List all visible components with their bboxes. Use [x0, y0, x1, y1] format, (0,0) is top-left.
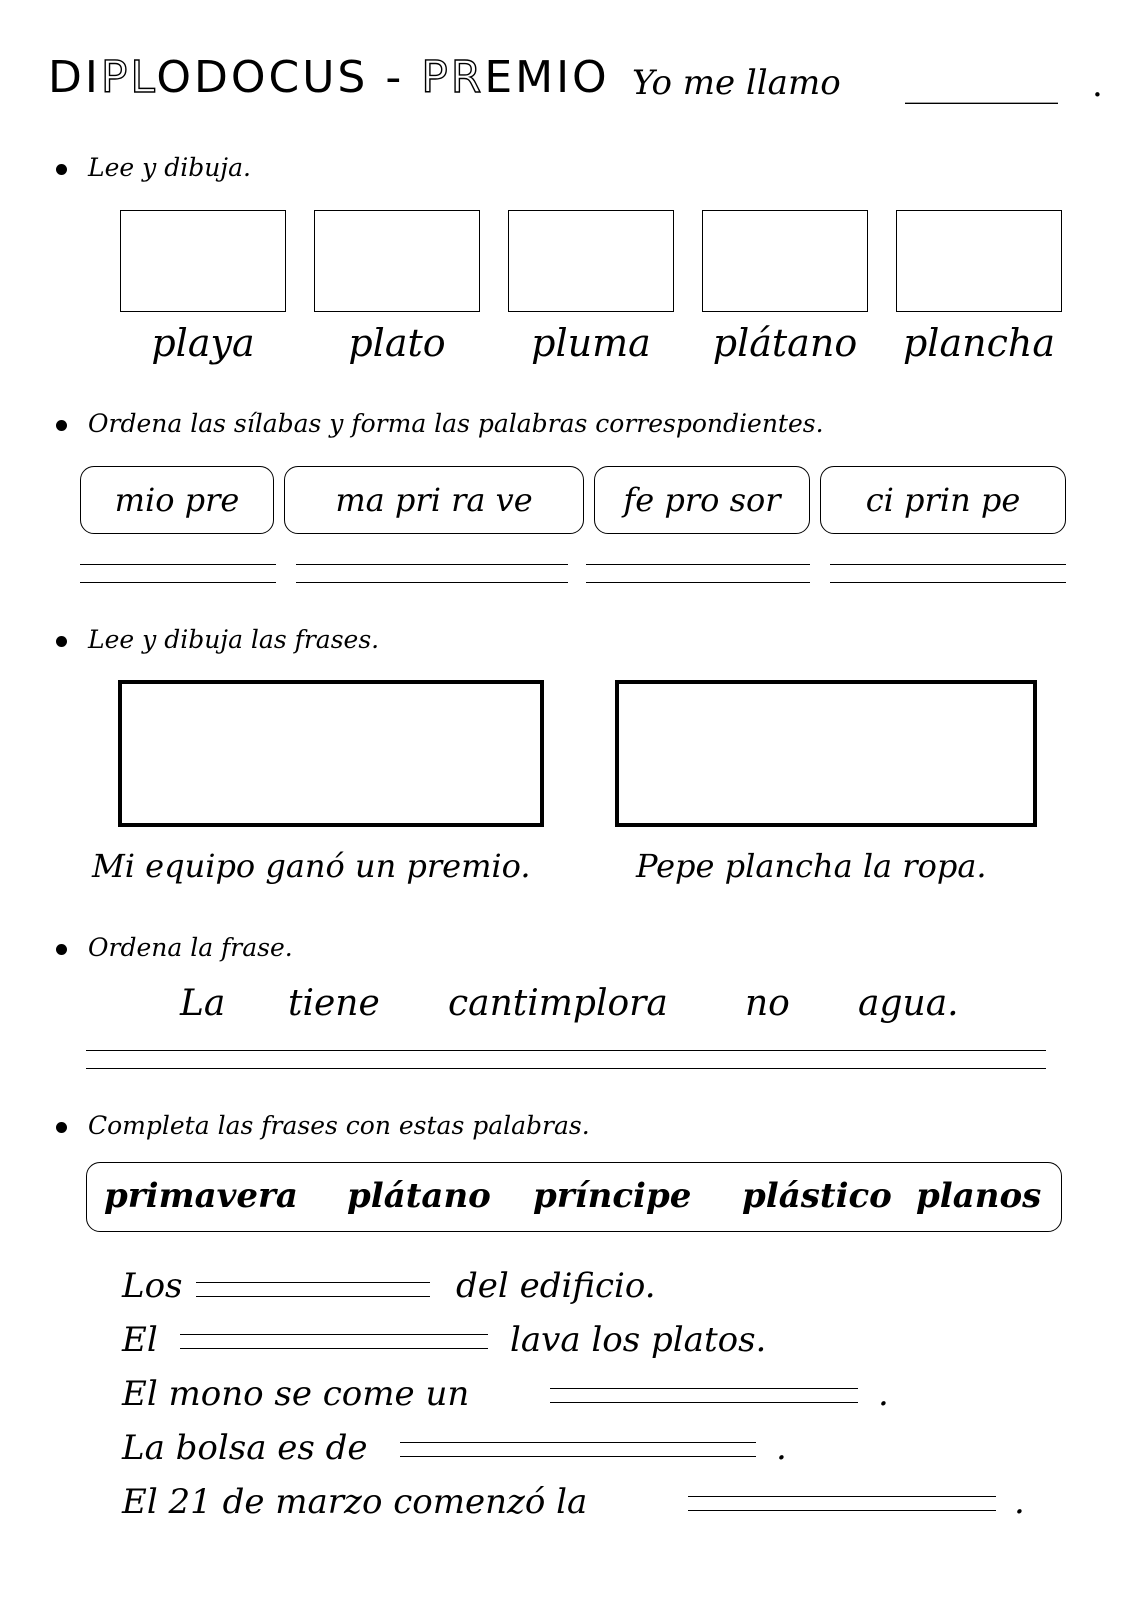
sentence-drawing-box-1[interactable]: [118, 680, 544, 827]
instruction-order-syllables: Ordena las sílabas y forma las palabras correspondientes.: [88, 409, 824, 438]
drawing-box-3[interactable]: [508, 210, 674, 312]
answer-line-2-top[interactable]: [296, 564, 568, 565]
fill-blank-2-top[interactable]: [180, 1334, 488, 1335]
fill-blank-5-top[interactable]: [688, 1496, 996, 1497]
fill-sentence-1-after: del edificio.: [456, 1266, 656, 1306]
scrambled-word-1: La: [180, 983, 226, 1024]
fill-sentence-1-before: Los: [122, 1266, 183, 1306]
ordered-sentence-line-bottom[interactable]: [86, 1068, 1046, 1069]
title-part-pr: PR: [421, 52, 485, 103]
word-label-5: plancha: [902, 321, 1056, 365]
answer-line-1-bottom[interactable]: [80, 582, 276, 583]
name-blank[interactable]: _________: [905, 65, 1058, 105]
fill-sentence-5-before: El 21 de marzo comenzó la: [122, 1482, 588, 1522]
bullet-4: [56, 944, 67, 955]
sentence-drawing-box-2[interactable]: [615, 680, 1037, 827]
name-dot: .: [1092, 65, 1103, 105]
drawing-box-4[interactable]: [702, 210, 868, 312]
fill-blank-4-top[interactable]: [400, 1442, 756, 1443]
scrambled-word-5: agua.: [858, 983, 959, 1024]
fill-sentence-2-before: El: [122, 1320, 158, 1360]
scrambled-word-3: cantimplora: [448, 983, 668, 1024]
syllable-group-2: ma pri ra ve: [284, 466, 584, 534]
title-part-odocus: ODOCUS -: [156, 52, 422, 103]
word-bank-item-2: plátano: [347, 1176, 491, 1216]
fill-sentence-3-after: .: [878, 1374, 889, 1414]
answer-line-4-top[interactable]: [830, 564, 1066, 565]
answer-line-3-top[interactable]: [586, 564, 810, 565]
answer-line-3-bottom[interactable]: [586, 582, 810, 583]
fill-blank-4-bottom[interactable]: [400, 1456, 756, 1457]
instruction-complete-sentences: Completa las frases con estas palabras.: [88, 1111, 590, 1140]
bullet-1: [56, 164, 67, 175]
sentence-1: Mi equipo ganó un premio.: [92, 847, 531, 885]
fill-sentence-2-after: lava los platos.: [510, 1320, 767, 1360]
word-bank-item-3: príncipe: [533, 1176, 692, 1216]
fill-sentence-3-before: El mono se come un: [122, 1374, 470, 1414]
bullet-5: [56, 1122, 67, 1133]
fill-blank-1-top[interactable]: [196, 1282, 430, 1283]
word-bank-item-1: primavera: [104, 1176, 298, 1216]
title-part-pl: PL: [100, 52, 157, 103]
answer-line-2-bottom[interactable]: [296, 582, 568, 583]
fill-blank-5-bottom[interactable]: [688, 1510, 996, 1511]
word-bank-item-5: planos: [916, 1176, 1042, 1216]
fill-sentence-5-after: .: [1014, 1482, 1025, 1522]
syllable-group-1: mio pre: [80, 466, 274, 534]
drawing-box-1[interactable]: [120, 210, 286, 312]
word-label-1: playa: [151, 321, 255, 365]
drawing-box-2[interactable]: [314, 210, 480, 312]
bullet-2: [56, 420, 67, 431]
fill-blank-3-top[interactable]: [550, 1388, 858, 1389]
fill-blank-3-bottom[interactable]: [550, 1402, 858, 1403]
title-part-emio: EMIO: [484, 52, 610, 103]
word-bank-item-4: plástico: [742, 1176, 892, 1216]
syllable-group-4: ci prin pe: [820, 466, 1066, 534]
word-label-2: plato: [348, 321, 446, 365]
instruction-order-sentence: Ordena la frase.: [88, 933, 293, 962]
answer-line-4-bottom[interactable]: [830, 582, 1066, 583]
drawing-box-5[interactable]: [896, 210, 1062, 312]
fill-sentence-4-after: .: [776, 1428, 787, 1468]
sentence-2: Pepe plancha la ropa.: [636, 847, 987, 885]
name-label: Yo me llamo: [632, 63, 841, 103]
fill-sentence-4-before: La bolsa es de: [122, 1428, 368, 1468]
syllable-group-3: fe pro sor: [594, 466, 810, 534]
word-label-3: pluma: [531, 321, 651, 365]
fill-blank-1-bottom[interactable]: [196, 1296, 430, 1297]
word-label-4: plátano: [712, 321, 858, 365]
scrambled-word-2: tiene: [288, 983, 380, 1024]
instruction-read-draw-sentences: Lee y dibuja las frases.: [88, 625, 380, 654]
ordered-sentence-line-top[interactable]: [86, 1050, 1046, 1051]
worksheet-title: [48, 48, 610, 108]
bullet-3: [56, 636, 67, 647]
title-part-di: DI: [48, 52, 101, 103]
scrambled-word-4: no: [745, 983, 790, 1024]
instruction-read-draw: Lee y dibuja.: [88, 153, 251, 182]
fill-blank-2-bottom[interactable]: [180, 1348, 488, 1349]
answer-line-1-top[interactable]: [80, 564, 276, 565]
